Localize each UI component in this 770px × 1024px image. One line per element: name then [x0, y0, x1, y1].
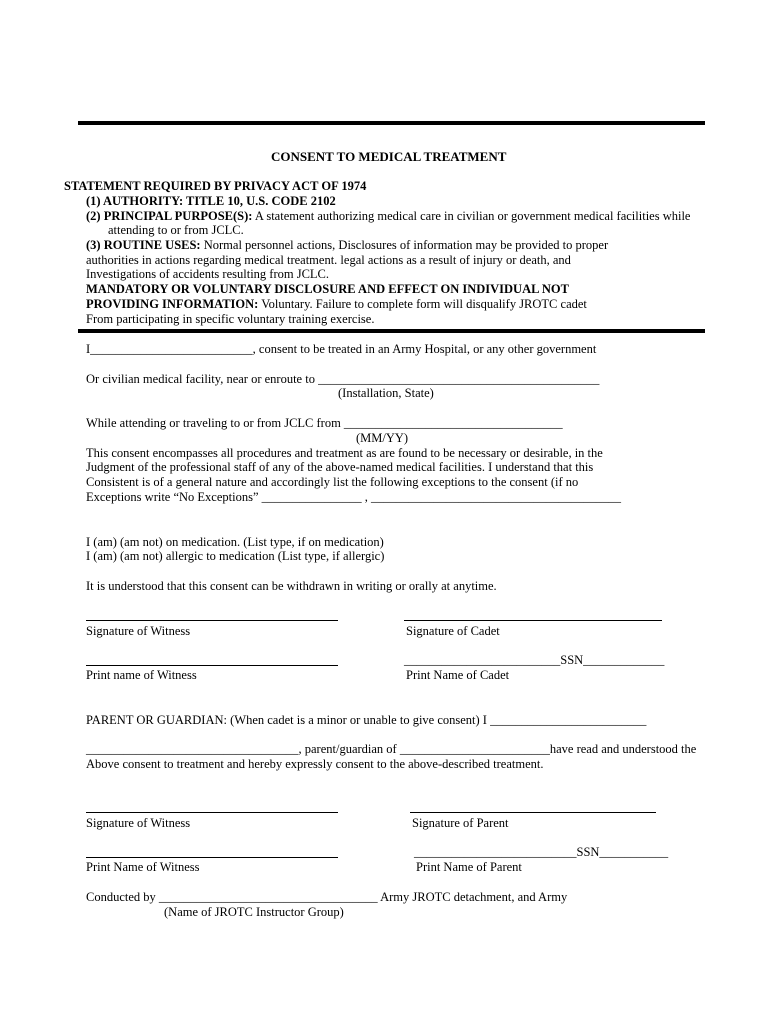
- mandatory-line-2: [86, 297, 587, 312]
- parent-witness-name-line[interactable]: [86, 857, 338, 858]
- consent-name-field[interactable]: I__________________________, consent to be treated in an Army Hospital, or any other government: [86, 342, 597, 356]
- cadet-ssn-field[interactable]: _________________________SSN_____________: [404, 653, 665, 667]
- date-field[interactable]: While attending or traveling to or from JCLC from ___________________________________: [86, 416, 563, 430]
- purpose-line: [86, 209, 690, 224]
- parent-name-label: Print Name of Parent: [416, 860, 522, 874]
- cadet-name-label: Print Name of Cadet: [406, 668, 510, 682]
- routine-label: (3) ROUTINE USES:: [86, 238, 201, 252]
- guardian-line-2[interactable]: __________________________________, parent/guardian of ________________________have read and understood the: [86, 742, 697, 756]
- purpose-label: (2) PRINCIPAL PURPOSE(S):: [86, 209, 253, 223]
- section-rule: [78, 329, 705, 333]
- conducted-by-caption: (Name of JROTC Instructor Group): [164, 905, 344, 919]
- mandatory-text: Voluntary. Failure to complete form will disqualify JROTC cadet: [261, 297, 587, 311]
- purpose-text: A statement authorizing medical care in civilian or government medical facilities while: [254, 209, 691, 223]
- facility-field[interactable]: Or civilian medical facility, near or enroute to _____________________________________________: [86, 372, 600, 386]
- top-rule: [78, 121, 705, 125]
- conducted-by-field[interactable]: Conducted by ___________________________________ Army JROTC detachment, and Army: [86, 890, 568, 904]
- consent-paragraph-3: Consistent is of a general nature and accordingly list the following exceptions to the consent (if no: [86, 475, 579, 489]
- witness-name-line[interactable]: [86, 665, 338, 666]
- witness-signature-line[interactable]: [86, 620, 338, 621]
- routine-continuation-2: Investigations of accidents resulting from JCLC.: [86, 267, 330, 281]
- routine-text: Normal personnel actions, Disclosures of information may be provided to proper: [203, 238, 609, 252]
- witness-name-label: Print name of Witness: [86, 668, 197, 682]
- parent-signature-label: Signature of Parent: [412, 816, 509, 830]
- privacy-heading: STATEMENT REQUIRED BY PRIVACY ACT OF 1974: [64, 179, 367, 193]
- routine-line: [86, 238, 608, 253]
- document-title: CONSENT TO MEDICAL TREATMENT: [271, 149, 507, 164]
- allergy-line[interactable]: I (am) (am not) allergic to medication (List type, if allergic): [86, 549, 385, 563]
- parent-signature-line[interactable]: [410, 812, 656, 813]
- guardian-line-3: Above consent to treatment and hereby expressly consent to the above-described treatment.: [86, 757, 544, 771]
- witness-signature-label: Signature of Witness: [86, 624, 191, 638]
- mandatory-line-3: From participating in specific voluntary training exercise.: [86, 312, 375, 326]
- consent-paragraph-1: This consent encompasses all procedures and treatment as are found to be necessary or desirable, in the: [86, 446, 603, 460]
- parent-witness-name-label: Print Name of Witness: [86, 860, 200, 874]
- purpose-continuation: attending to or from JCLC.: [108, 223, 244, 237]
- withdraw-statement: It is understood that this consent can be withdrawn in writing or orally at anytime.: [86, 579, 497, 593]
- exceptions-field[interactable]: Exceptions write “No Exceptions” ________________ , ________________________________________: [86, 490, 622, 504]
- parent-witness-signature-label: Signature of Witness: [86, 816, 191, 830]
- date-caption: (MM/YY): [356, 431, 409, 445]
- mandatory-label: PROVIDING INFORMATION:: [86, 297, 259, 311]
- cadet-signature-line[interactable]: [404, 620, 662, 621]
- guardian-line-1[interactable]: PARENT OR GUARDIAN: (When cadet is a minor or unable to give consent) I _________________________: [86, 713, 647, 727]
- medication-line[interactable]: I (am) (am not) on medication. (List type, if on medication): [86, 535, 384, 549]
- routine-continuation-1: authorities in actions regarding medical treatment. legal actions as a result of injury or death, and: [86, 253, 571, 267]
- cadet-signature-label: Signature of Cadet: [406, 624, 500, 638]
- parent-ssn-field[interactable]: __________________________SSN___________: [414, 845, 669, 859]
- authority-line: (1) AUTHORITY: TITLE 10, U.S. CODE 2102: [86, 194, 336, 208]
- mandatory-heading: MANDATORY OR VOLUNTARY DISCLOSURE AND EFFECT ON INDIVIDUAL NOT: [86, 282, 569, 296]
- facility-caption: (Installation, State): [338, 386, 434, 400]
- consent-paragraph-2: Judgment of the professional staff of any of the above-named medical facilities. I understand that this: [86, 460, 594, 474]
- parent-witness-signature-line[interactable]: [86, 812, 338, 813]
